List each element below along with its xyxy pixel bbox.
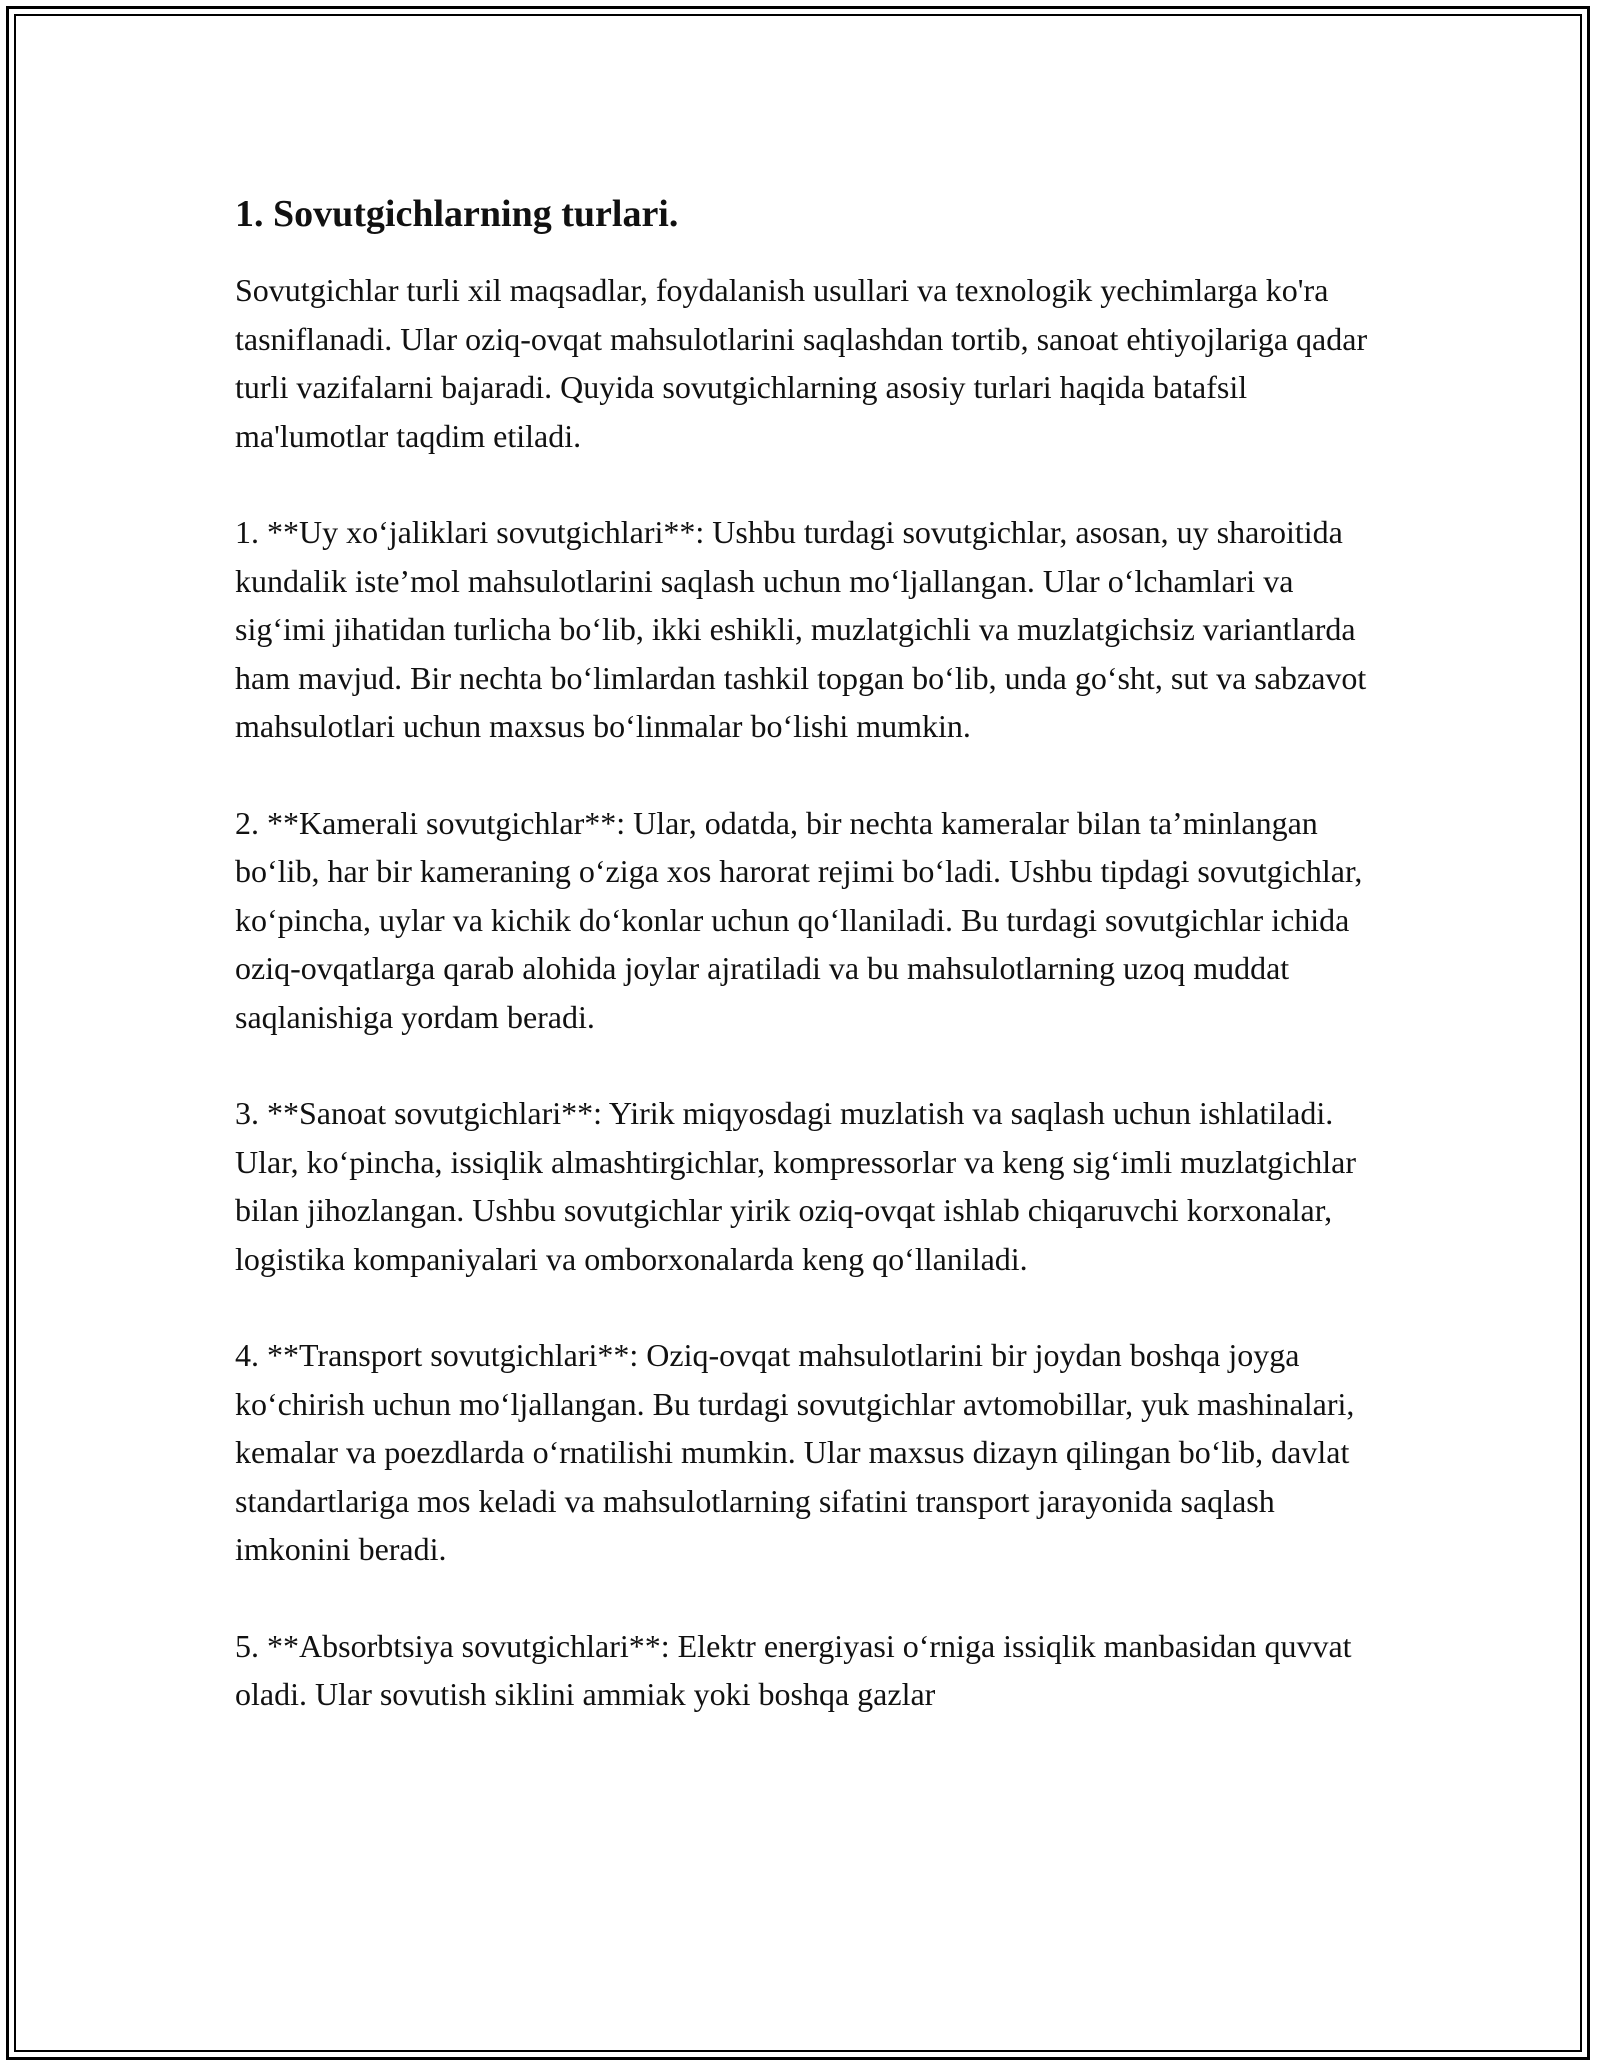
document-body xyxy=(235,188,1375,1767)
list-item-industrial-refrigerators: 3. **Sanoat sovutgichlari**: Yirik miqyosdagi muzlatish va saqlash uchun ishlatiladi. Ular, ko‘pincha, issiqlik almashtirgichlar, kompressorlar va keng sig‘imli muzlatgichlar bilan jihozlangan. Ushbu sovutgichlar yirik oziq-ovqat ishlab chiqaruvchi korxonalar, logistika kompaniyalari va omborxonalarda keng qo‘llaniladi. xyxy=(235,1095,1357,1277)
intro-paragraph: Sovutgichlar turli xil maqsadlar, foydalanish usullari va texnologik yechimlarga ko'ra tasniflanadi. Ular oziq-ovqat mahsulotlarini saqlashdan tortib, sanoat ehtiyojlariga qadar turli vazifalarni bajaradi. Quyida sovutgichlarning asosiy turlari haqida batafsil ma'lumotlar taqdim etiladi. xyxy=(235,272,1368,454)
list-item-household-refrigerators: 1. **Uy xo‘jaliklari sovutgichlari**: Ushbu turdagi sovutgichlar, asosan, uy sharoitida kundalik iste’mol mahsulotlarini saqlash uchun mo‘ljallangan. Ular o‘lchamlari va sig‘imi jihatidan turlicha bo‘lib, ikki eshikli, muzlatgichli va muzlatgichsiz variantlarda ham mavjud. Bir nechta bo‘limlardan tashkil topgan bo‘lib, unda go‘sht, sut va sabzavot mahsulotlari uchun maxsus bo‘linmalar bo‘lishi mumkin. xyxy=(235,514,1367,744)
list-item-chamber-refrigerators: 2. **Kamerali sovutgichlar**: Ular, odatda, bir nechta kameralar bilan ta’minlangan bo‘lib, har bir kameraning o‘ziga xos harorat rejimi bo‘ladi. Ushbu tipdagi sovutgichlar, ko‘pincha, uylar va kichik do‘konlar uchun qo‘llaniladi. Bu turdagi sovutgichlar ichida oziq-ovqatlarga qarab alohida joylar ajratiladi va bu mahsulotlarning uzoq muddat saqlanishiga yordam beradi. xyxy=(235,804,1363,1035)
list-item-absorption-refrigerators: 5. **Absorbtsiya sovutgichlari**: Elektr energiyasi o‘rniga issiqlik manbasidan quvvat oladi. Ular sovutish siklini ammiak yoki boshqa gazlar xyxy=(235,1627,1352,1712)
list-item-transport-refrigerators: 4. **Transport sovutgichlari**: Oziq-ovqat mahsulotlarini bir joydan boshqa joyga ko‘chirish uchun mo‘ljallangan. Bu turdagi sovutgichlar avtomobillar, yuk mashinalari, kemalar va poezdlarda o‘rnatilishi mumkin. Ular maxsus dizayn qilingan bo‘lib, davlat standartlariga mos keladi va mahsulotlarning sifatini transport jarayonida saqlash imkonini beradi. xyxy=(235,1337,1355,1567)
section-heading: 1. Sovutgichlarning turlari. xyxy=(235,193,679,235)
